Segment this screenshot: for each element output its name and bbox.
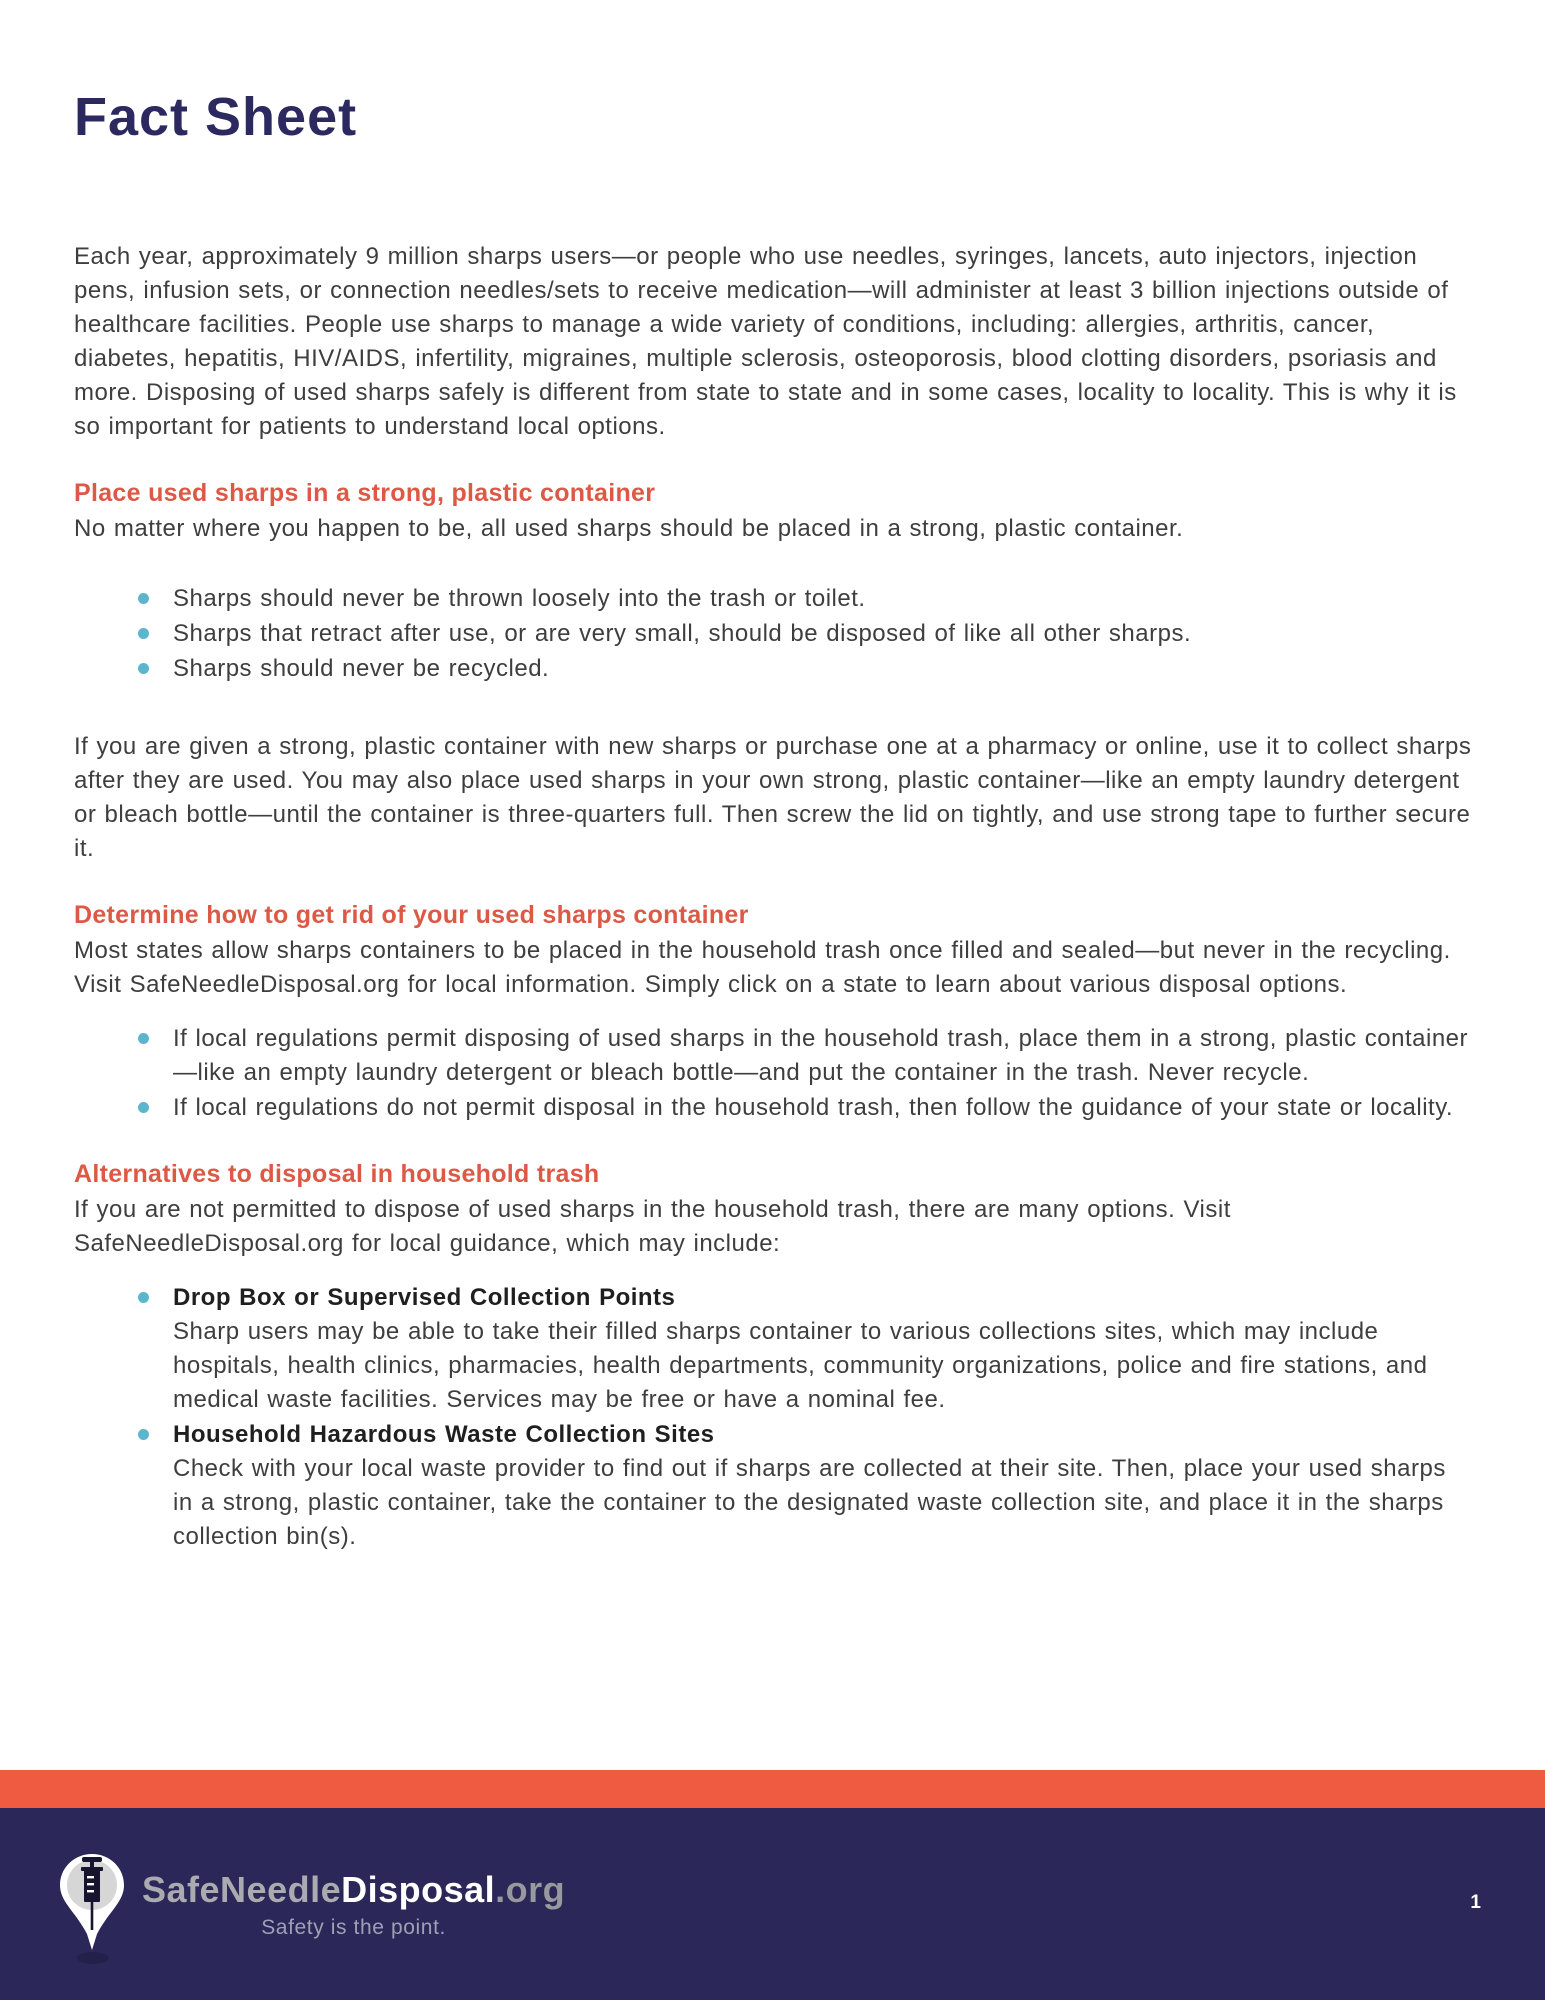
bullet-list xyxy=(74,1281,1472,1554)
document-content xyxy=(74,0,1472,1555)
list-item xyxy=(74,617,1472,651)
body-paragraph: If you are given a strong, plastic container with new sharps or purchase one at a pharmacy or online, use it to collect sharps after they are used. You may also place used sharps in your own strong, plastic container—like an empty laundry detergent or bleach bottle—until the container is three-quarters full. Then screw the lid on tightly, and use strong tape to further secure it. xyxy=(74,733,1472,862)
section-lead: Most states allow sharps containers to be placed in the household trash once filled and sealed—but never in the recycling. Visit SafeNeedleDisposal.org for local information. Simply click on a state to learn about various disposal options. xyxy=(74,937,1451,998)
bullet-list xyxy=(74,582,1472,686)
syringe-pin-icon xyxy=(56,1852,128,1970)
section-heading-get-rid: Determine how to get rid of your used sharps container xyxy=(74,901,749,929)
section-lead: No matter where you happen to be, all used sharps should be placed in a strong, plastic container. xyxy=(74,515,1184,542)
brand-tagline: Safety is the point. xyxy=(261,1916,446,1939)
list-item xyxy=(74,582,1472,616)
bullet-text: Sharps that retract after use, or are very small, should be disposed of like all other sharps. xyxy=(173,620,1192,647)
section-heading-alternatives: Alternatives to disposal in household trash xyxy=(74,1160,600,1188)
bullet-icon xyxy=(138,663,149,674)
bullet-text: Sharp users may be able to take their filled sharps container to various collections sites, which may include hospitals, health clinics, pharmacies, health departments, community organizations, police and fire stations, and medical waste facilities. Services may be free or have a nominal fee. xyxy=(173,1318,1428,1413)
brand-wordmark xyxy=(142,1870,565,1910)
bullet-text: Check with your local waste provider to find out if sharps are collected at their site. Then, place your used sharps in a strong, plastic container, take the container to the designated waste collection site, and place it in the sharps collection bin(s). xyxy=(173,1455,1446,1550)
bullet-icon xyxy=(138,1102,149,1113)
section-heading-plastic-container: Place used sharps in a strong, plastic container xyxy=(74,479,656,507)
list-item xyxy=(74,1418,1472,1554)
bullet-text: Sharps should never be recycled. xyxy=(173,655,550,682)
brand-safe-needle: SafeNeedle xyxy=(142,1869,342,1910)
bullet-icon xyxy=(138,628,149,639)
bullet-list xyxy=(74,1022,1472,1125)
page-title: Fact Sheet xyxy=(74,87,358,147)
bullet-title: Drop Box or Supervised Collection Points xyxy=(173,1284,676,1311)
bullet-icon xyxy=(138,1292,149,1303)
bullet-title: Household Hazardous Waste Collection Sites xyxy=(173,1421,715,1448)
list-item xyxy=(74,1022,1472,1090)
brand-org: .org xyxy=(495,1869,566,1910)
footer-accent-stripe xyxy=(0,1770,1545,1808)
bullet-icon xyxy=(138,1429,149,1440)
page-number: 1 xyxy=(1470,1892,1481,1913)
intro-paragraph: Each year, approximately 9 million sharps users—or people who use needles, syringes, lancets, auto injectors, injection pens, infusion sets, or connection needles/sets to receive medication—will administer at least 3 billion injections outside of healthcare facilities. People use sharps to manage a wide variety of conditions, including: allergies, arthritis, cancer, diabetes, hepatitis, HIV/AIDS, infertility, migraines, multiple sclerosis, osteoporosis, blood clotting disorders, psoriasis and more. Disposing of used sharps safely is different from state to state and in some cases, locality to locality. This is why it is so important for patients to understand local options. xyxy=(74,243,1457,440)
bullet-text: Sharps should never be thrown loosely into the trash or toilet. xyxy=(173,585,866,612)
brand-wordmark-block xyxy=(142,1870,565,1940)
brand-disposal: Disposal xyxy=(341,1869,496,1910)
bullet-icon xyxy=(138,1033,149,1044)
list-item xyxy=(74,1091,1472,1125)
bullet-text: If local regulations permit disposing of used sharps in the household trash, place them in a strong, plastic container—like an empty laundry detergent or bleach bottle—and put the container in the trash. Never recycle. xyxy=(173,1025,1469,1086)
list-item xyxy=(74,652,1472,686)
bullet-icon xyxy=(138,593,149,604)
section-lead: If you are not permitted to dispose of used sharps in the household trash, there are many options. Visit SafeNeedleDisposal.org for local guidance, which may include: xyxy=(74,1196,1231,1257)
footer xyxy=(0,1808,1545,2000)
bullet-text: If local regulations do not permit disposal in the household trash, then follow the guidance of your state or locality. xyxy=(173,1094,1454,1121)
list-item xyxy=(74,1281,1472,1417)
